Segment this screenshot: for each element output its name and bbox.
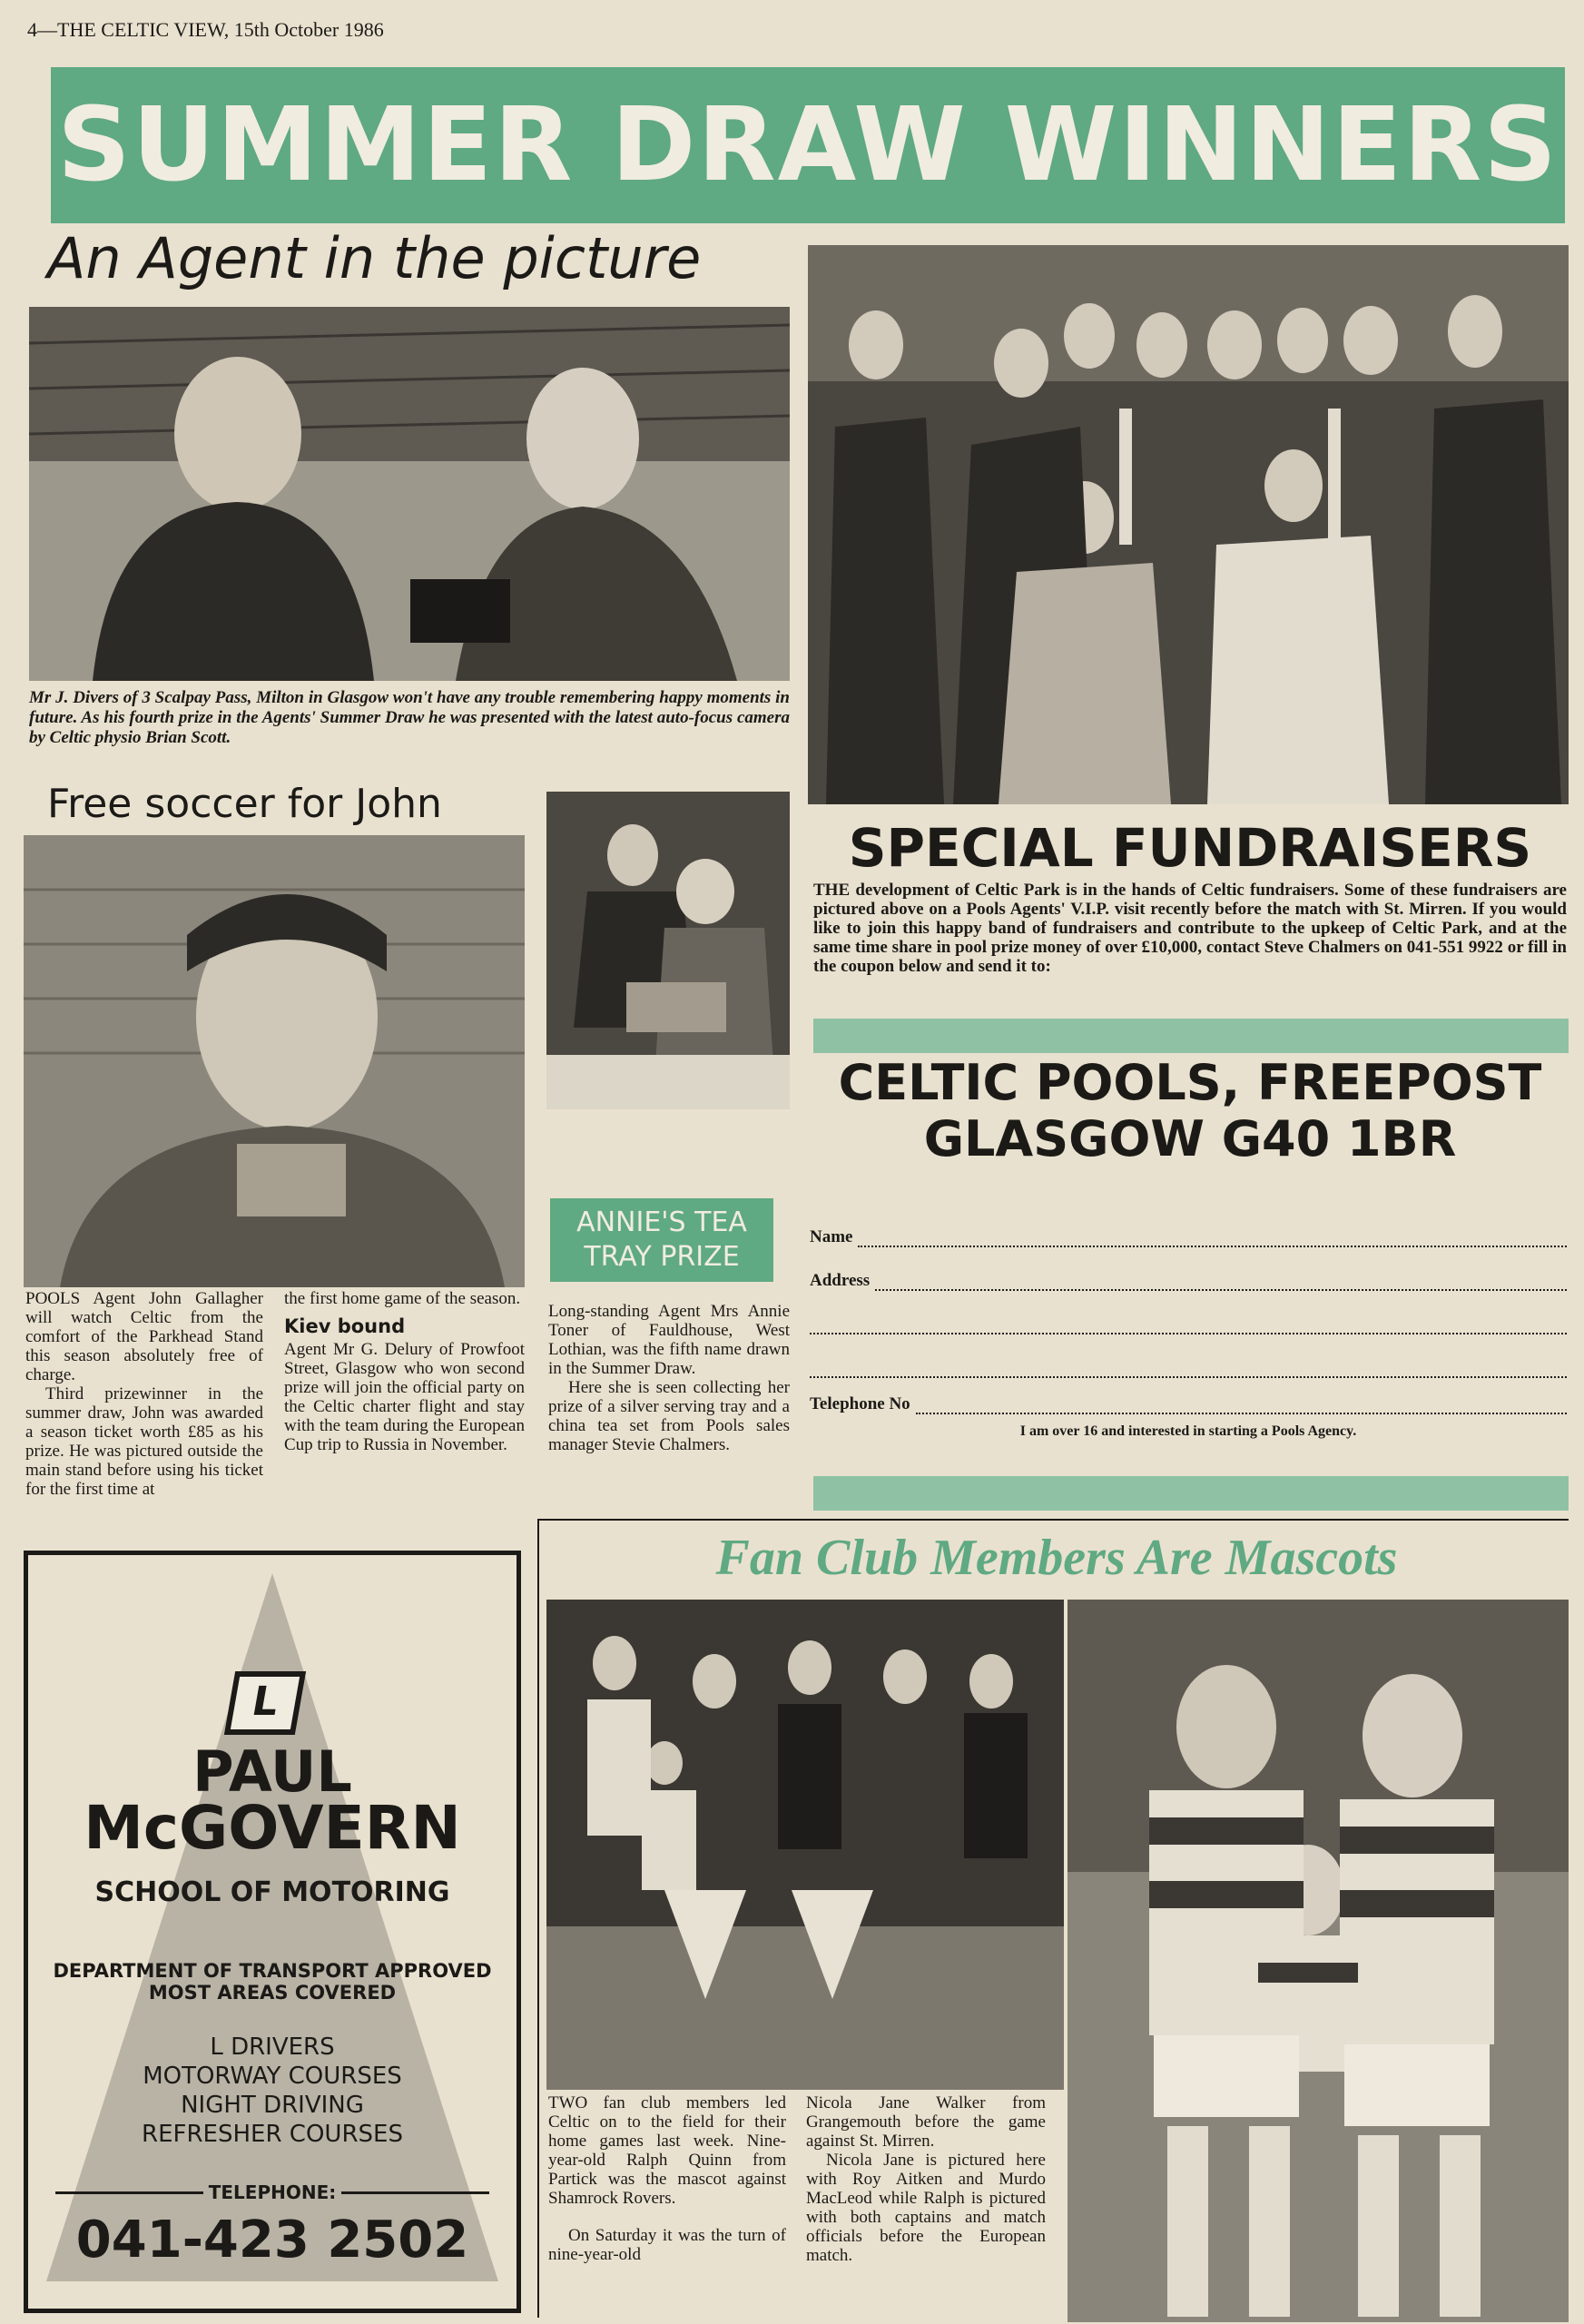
advert-name [28,1738,517,1863]
advert-service-1: L DRIVERS [210,2034,335,2061]
annie-paragraph-2: Here she is seen collecting her prize of a silver serving tray and a china tea set from Pools sales manager Stevie Chalmers. [548,1378,790,1454]
driving-school-advert [24,1551,521,2313]
coupon-name-label: Name [810,1227,853,1246]
advert-service-3: NIGHT DRIVING [181,2092,364,2119]
advert-school: SCHOOL OF MOTORING [94,1876,450,1908]
coupon-address-row-3 [810,1334,1567,1378]
john-column-2 [284,1289,525,1454]
advert-service-4: REFRESHER COURSES [142,2121,403,2148]
freepost-address [813,1055,1567,1167]
coupon-bar-bottom [813,1476,1569,1511]
coupon-address-field-3[interactable] [810,1362,1567,1378]
mascots-paragraph-2: On Saturday it was the turn of nine-year-old [548,2226,786,2264]
mascots-left-rule [537,1519,539,2318]
mascots-paragraph-3: Nicola Jane Walker from Grangemouth before the game against St. Mirren. [806,2093,1046,2151]
annie-label-line-1: ANNIE'S TEA [576,1206,747,1238]
coupon-telephone-row [810,1378,1567,1414]
coupon-address-row [810,1247,1567,1291]
annie-paragraph-1: Long-standing Agent Mrs Annie Toner of Fauldhouse, West Lothian, was the fifth name drawn in the Summer Draw. [548,1302,790,1378]
coupon-name-row [810,1220,1567,1247]
advert-l-plate-icon: L [224,1671,306,1735]
advert-approved-line-1: DEPARTMENT OF TRANSPORT APPROVED [53,1960,492,1982]
mascots-headline: Fan Club Members Are Mascots [715,1530,1398,1586]
coupon-form [810,1220,1567,1440]
coupon-address-field-2[interactable] [810,1318,1567,1334]
john-photo [24,835,525,1287]
annie-photo [546,792,790,1109]
agent-photo [29,307,790,681]
mascots-column-1 [548,2093,786,2264]
advert-name-line-1: PAUL [192,1738,352,1805]
coupon-telephone-label: Telephone No [810,1394,910,1413]
advert-telephone-label: TELEPHONE: [208,2181,337,2203]
mascots-photo-1 [546,1600,1064,2090]
coupon-footer: I am over 16 and interested in starting a Pools Agency. [1019,1423,1357,1439]
advert-service-2: MOTORWAY COURSES [143,2063,402,2090]
advert-telephone-label-row [55,2181,489,2203]
coupon-address-field[interactable] [875,1275,1567,1291]
advert-approved-line-2: MOST AREAS COVERED [148,1982,397,2004]
agent-caption: Mr J. Divers of 3 Scalpay Pass, Milton in Glasgow won't have any trouble remembering happy moments in future. As his fourth prize in the Agents' Summer Draw he was presented with the latest auto-focus camera by Celtic physio Brian Scott. [29,688,790,747]
banner [51,67,1565,223]
banner-title: SUMMER DRAW WINNERS [57,86,1559,204]
annie-column [548,1302,790,1454]
coupon-address-label: Address [810,1271,871,1290]
freepost-line-1: CELTIC POOLS, FREEPOST [838,1054,1542,1111]
coupon-bar-top [813,1019,1569,1053]
mascots-top-rule [537,1519,1569,1521]
annie-label-line-2: TRAY PRIZE [584,1241,740,1273]
coupon-address-row-2 [810,1291,1567,1334]
advert-services [28,2033,517,2149]
mascots-paragraph-1: TWO fan club members led Celtic on to the field for their home games last week. Nine-year-old Ralph Quinn from Partick was the mascot against Shamrock Rovers. [548,2093,786,2208]
fundraisers-photo [808,245,1569,804]
fundraisers-body: THE development of Celtic Park is in the hands of Celtic fundraisers. Some of these fundraisers are pictured above on a Pools Agents' V.I.P. visit recently before the match with St. Mirren. If you would like to join this happy band of fundraisers and contribute to the upkeep of Celtic Park, and at the same time share in pool prize money of over £10,000, contact Steve Chalmers on 041-551 9922 or fill in the coupon below and send it to: [813,881,1567,976]
mascots-photo-2 [1067,1600,1569,2322]
john-headline: Free soccer for John [47,781,442,827]
advert-name-line-2: McGOVERN [84,1793,461,1863]
mascots-column-2 [806,2093,1046,2265]
fundraisers-headline: SPECIAL FUNDRAISERS [848,817,1532,879]
advert-approved [28,1960,517,2004]
kiev-paragraph: Agent Mr G. Delury of Prowfoot Street, Glasgow who won second prize will join the official party on the Celtic charter flight and stay with the team during the European Cup trip to Russia in November. [284,1340,525,1454]
advert-telephone: 041-423 2502 [75,2211,469,2270]
annie-label [550,1198,773,1282]
page-folio: 4—THE CELTIC VIEW, 15th October 1986 [27,18,384,41]
john-column-1 [25,1289,263,1499]
agent-headline: An Agent in the picture [47,225,702,291]
john-paragraph-1: POOLS Agent John Gallagher will watch Celtic from the comfort of the Parkhead Stand this season absolutely free of charge. [25,1289,263,1384]
mascots-paragraph-4: Nicola Jane is pictured here with Roy Aitken and Murdo MacLeod while Ralph is pictured with both captains and match officials before the European match. [806,2151,1046,2265]
kiev-subhead: Kiev bound [284,1315,406,1337]
john-paragraph-2: Third prizewinner in the summer draw, John was awarded a season ticket worth £85 as his prize. He was pictured outside the main stand before using his ticket for the first time at [25,1384,263,1499]
john-paragraph-3: the first home game of the season. [284,1289,521,1308]
coupon-telephone-field[interactable] [916,1398,1567,1414]
coupon-name-field[interactable] [858,1231,1567,1247]
freepost-line-2: GLASGOW G40 1BR [923,1110,1457,1167]
